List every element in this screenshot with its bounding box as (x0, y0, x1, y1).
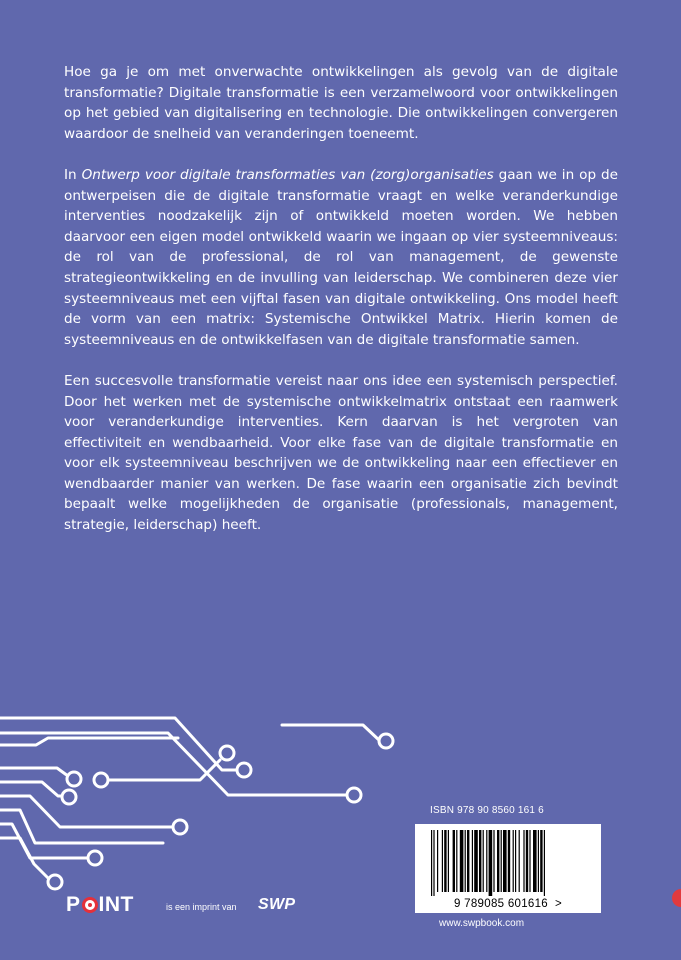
circuit-trace-5 (0, 782, 62, 796)
isbn-barcode (415, 824, 601, 913)
barcode-bar (529, 830, 530, 892)
imprint-text: is een imprint van (166, 902, 237, 912)
barcode-bar (460, 830, 464, 892)
barcode-digits: 9 789085 601616 > (453, 898, 563, 910)
barcode-bars (415, 824, 601, 896)
isbn-label: ISBN 978 90 8560 161 6 (430, 805, 544, 816)
point-logo-o-icon (82, 897, 98, 913)
barcode-bar (472, 830, 473, 892)
circuit-lines-illustration (0, 700, 400, 900)
barcode-bar (489, 830, 493, 896)
barcode-bar (508, 830, 510, 892)
barcode-bar (513, 830, 514, 892)
circuit-node-7 (88, 851, 102, 865)
circuit-node-6 (173, 820, 187, 834)
swp-logo: SWP (258, 896, 296, 913)
barcode-bar (465, 830, 466, 892)
circuit-trace-8 (0, 824, 88, 858)
circuit-trace-3 (0, 738, 178, 745)
circuit-node-3 (379, 734, 393, 748)
red-dot-decoration (672, 889, 681, 907)
barcode-bar (493, 830, 494, 892)
barcode-bar (433, 830, 434, 896)
barcode-bar (474, 830, 478, 892)
barcode-bar (526, 830, 528, 892)
circuit-node-2 (347, 788, 361, 802)
circuit-node-9 (94, 773, 108, 787)
barcode-bar (431, 830, 432, 896)
circuit-trace-4 (0, 768, 68, 776)
barcode-bar (533, 830, 537, 892)
circuit-node-1 (237, 763, 251, 777)
circuit-node-4 (67, 772, 81, 786)
circuit-node-10 (220, 746, 234, 760)
book-title: Ontwerp voor digitale transformaties van (zorg)organisaties (81, 166, 494, 183)
circuit-trace-2 (0, 733, 347, 795)
barcode-bar (523, 830, 524, 892)
paragraph-2-prefix: In (64, 166, 82, 183)
barcode-bar (448, 830, 449, 892)
barcode-bar (479, 830, 481, 892)
barcode-bar (467, 830, 469, 892)
barcode-bar (519, 830, 520, 892)
blurb-paragraph-2 (64, 165, 618, 350)
blurb-paragraph-3: Een succesvolle transformatie vereist naar ons idee een systemisch perspectief. Door het werken met de systemische ontwikkelmatrix ontstaat een raamwerk voor veranderkundige interventies. Kern daarvan is het vergroten van effectiviteit en wendbaarheid. Voor elke fase van de digitale transformatie en voor elk systeemniveau beschrijven we de ontwikkeling naar een effectiever en wendbaarder manier van werken. De fase waarin een organisatie zich bevindt bepaalt welke mogelijkheden de organisatie (professionals, management, strategie, leiderschap) heeft. (64, 372, 618, 534)
barcode-bar (442, 830, 443, 892)
publisher-website: www.swpbook.com (439, 918, 525, 929)
barcode-bar (503, 830, 507, 892)
barcode-bar (437, 830, 438, 892)
barcode-bar (444, 830, 446, 892)
barcode-bar (540, 830, 542, 892)
barcode-bar (497, 830, 499, 892)
point-logo (66, 893, 134, 917)
barcode-bar (538, 830, 539, 892)
back-cover-blurb (64, 62, 618, 556)
circuit-node-5 (62, 790, 76, 804)
point-logo-right: INT (98, 893, 134, 916)
barcode-bar (456, 830, 457, 892)
point-logo-left: P (66, 893, 81, 916)
barcode-bar (515, 830, 516, 892)
barcode-bar (486, 830, 487, 892)
barcode-bar (483, 830, 484, 892)
blurb-paragraph-1: Hoe ga je om met onverwachte ontwikkelingen als gevolg van de digitale transformatie? Digitale transformatie is een verzamelwoord voor ontwikkelingen op het gebied van digitalisering en technologie. Die ontwikkelingen convergeren waardoor de snelheid van veranderingen toeneemt. (64, 64, 618, 142)
paragraph-2-rest: gaan we in op de ontwerpeisen die de digitale transformatie vraagt en welke veranderkundige interventies noodzakelijk zijn of ontwikkeld moeten worden. We hebben daarvoor een eigen model ontwikkeld waarin we ingaan op vier systeemniveaus: de rol van de professional, de rol van management, de gewenste strategieontwikkeling en de invulling van leiderschap. We combineren deze vier systeemniveaus met een vijftal fasen van digitale ontwikkeling. Ons model heeft de vorm van een matrix: Systemische Ontwikkel Matrix. Hierin komen de systeemniveaus en de ontwikkelfasen van de digitale transformatie samen. (64, 166, 618, 348)
barcode-bar (453, 830, 455, 892)
barcode-bar (544, 830, 545, 896)
circuit-node-8 (48, 875, 62, 889)
circuit-trace-10 (282, 725, 382, 741)
barcode-bar (501, 830, 502, 892)
